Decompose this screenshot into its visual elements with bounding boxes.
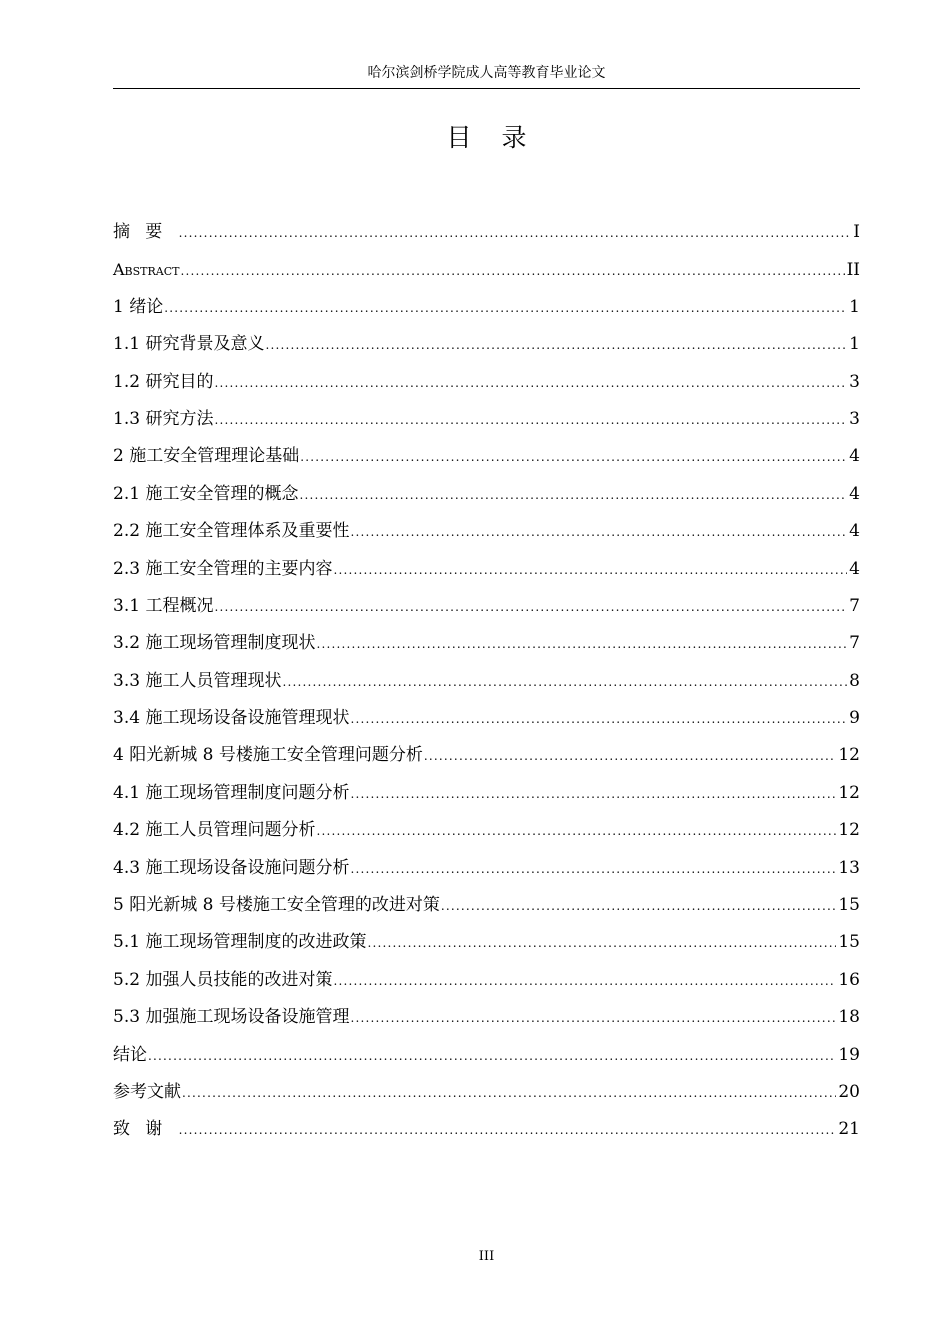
- toc-entry-page: II: [846, 260, 860, 281]
- toc-entry-conclusion[interactable]: [113, 1037, 860, 1074]
- toc-entry-label: 1 绪论: [113, 296, 164, 317]
- toc-entry-page: 1: [849, 296, 860, 317]
- toc-entry[interactable]: [113, 401, 860, 438]
- toc-entry-label: 3.1 工程概况: [113, 595, 214, 616]
- toc-leader-dots: [181, 253, 845, 290]
- toc-leader-dots: [214, 402, 847, 439]
- toc-leader-dots: [333, 552, 847, 589]
- toc-entry-page: 15: [838, 932, 860, 953]
- toc-entry-label: 4 阳光新城 8 号楼施工安全管理问题分析: [113, 745, 423, 766]
- toc-entry-page: 7: [849, 633, 860, 654]
- toc-leader-dots: [148, 1038, 836, 1075]
- toc-entry-abstract-cn[interactable]: [113, 214, 860, 251]
- toc-entry-page: 9: [849, 708, 860, 729]
- toc-entry-page: 18: [838, 1007, 860, 1028]
- toc-entry[interactable]: [113, 588, 860, 625]
- toc-entry-label: 致谢: [113, 1119, 178, 1140]
- toc-entry-page: 12: [838, 745, 860, 766]
- toc-entry-page: 4: [849, 483, 860, 504]
- toc-entry[interactable]: [113, 850, 860, 887]
- toc-title: 目录: [446, 123, 557, 152]
- toc-entry-page: 7: [849, 595, 860, 616]
- toc-entry-label: 摘要: [113, 222, 178, 242]
- toc-entry-page: 16: [838, 969, 860, 990]
- toc-entry[interactable]: [113, 551, 860, 588]
- toc-entry[interactable]: [113, 737, 860, 774]
- toc-entry-label: 5.2 加强人员技能的改进对策: [113, 969, 333, 990]
- toc-leader-dots: [179, 1112, 837, 1149]
- toc-entry[interactable]: [113, 887, 860, 924]
- toc-entry-page: 4: [849, 558, 860, 579]
- toc-entry-page: 12: [838, 782, 860, 803]
- toc-entry-page: 4: [849, 521, 860, 542]
- toc-entry[interactable]: [113, 962, 860, 999]
- toc-entry-page: 13: [838, 857, 860, 878]
- toc-entry-label: 2.2 施工安全管理体系及重要性: [113, 521, 350, 542]
- toc-entry-page: 3: [849, 371, 860, 392]
- toc-entry-page: 8: [849, 670, 860, 691]
- toc-entry-label: 参考文献: [113, 1081, 181, 1102]
- toc-entry-page: 12: [838, 820, 860, 841]
- toc-entry-label: 4.1 施工现场管理制度问题分析: [113, 782, 350, 803]
- toc-entry[interactable]: [113, 625, 860, 662]
- toc-entry-label: 2.3 施工安全管理的主要内容: [113, 558, 333, 579]
- toc-entry-page: 19: [838, 1044, 860, 1065]
- table-of-contents: [113, 214, 860, 1149]
- toc-entry-acknowledgements[interactable]: [113, 1111, 860, 1148]
- toc-leader-dots: [182, 1075, 836, 1112]
- toc-entry[interactable]: [113, 476, 860, 513]
- toc-entry-label: 3.2 施工现场管理制度现状: [113, 633, 316, 654]
- toc-entry[interactable]: [113, 812, 860, 849]
- toc-entry[interactable]: [113, 326, 860, 363]
- toc-entry-label: 2.1 施工安全管理的概念: [113, 483, 299, 504]
- toc-entry[interactable]: [113, 700, 860, 737]
- toc-leader-dots: [164, 290, 847, 327]
- toc-leader-dots: [214, 365, 847, 402]
- toc-entry[interactable]: [113, 438, 860, 475]
- toc-leader-dots: [316, 813, 836, 850]
- toc-leader-dots: [179, 215, 852, 252]
- toc-leader-dots: [350, 776, 836, 813]
- toc-entry-label: 5.1 施工现场管理制度的改进政策: [113, 932, 367, 953]
- toc-entry[interactable]: [113, 775, 860, 812]
- toc-entry-label: 5 阳光新城 8 号楼施工安全管理的改进对策: [113, 895, 440, 916]
- toc-entry-label: 3.3 施工人员管理现状: [113, 670, 282, 691]
- toc-leader-dots: [350, 851, 836, 888]
- toc-entry-label: 1.1 研究背景及意义: [113, 334, 265, 355]
- toc-leader-dots: [350, 514, 847, 551]
- toc-leader-dots: [214, 589, 847, 626]
- toc-leader-dots: [367, 925, 836, 962]
- toc-leader-dots: [265, 327, 847, 364]
- toc-entry-page: 4: [849, 446, 860, 467]
- toc-leader-dots: [333, 963, 836, 1000]
- toc-entry-label: 1.3 研究方法: [113, 408, 214, 429]
- page-number: III: [478, 1249, 495, 1264]
- toc-entry-references[interactable]: [113, 1074, 860, 1111]
- toc-entry-label: Abstract: [113, 260, 180, 280]
- toc-leader-dots: [299, 477, 847, 514]
- toc-entry-page: 21: [838, 1119, 860, 1140]
- toc-entry-page: I: [853, 222, 860, 242]
- toc-leader-dots: [300, 439, 847, 476]
- toc-entry-page: 3: [849, 408, 860, 429]
- toc-entry-label: 4.3 施工现场设备设施问题分析: [113, 857, 350, 878]
- toc-entry-label: 2 施工安全管理理论基础: [113, 446, 300, 467]
- toc-entry[interactable]: [113, 999, 860, 1036]
- toc-entry-label: 4.2 施工人员管理问题分析: [113, 820, 316, 841]
- toc-entry-page: 1: [849, 334, 860, 355]
- toc-entry[interactable]: [113, 924, 860, 961]
- toc-entry-label: 5.3 加强施工现场设备设施管理: [113, 1007, 350, 1028]
- toc-entry-label: 3.4 施工现场设备设施管理现状: [113, 708, 350, 729]
- toc-entry[interactable]: [113, 364, 860, 401]
- toc-leader-dots: [350, 1000, 836, 1037]
- toc-entry-page: 15: [838, 895, 860, 916]
- toc-leader-dots: [316, 626, 847, 663]
- toc-leader-dots: [350, 701, 847, 738]
- toc-entry[interactable]: [113, 513, 860, 550]
- toc-entry[interactable]: [113, 289, 860, 326]
- toc-entry-label: 结论: [113, 1044, 147, 1065]
- toc-entry-abstract-en[interactable]: [113, 251, 860, 288]
- toc-leader-dots: [424, 738, 837, 775]
- header-divider: [113, 88, 860, 89]
- toc-leader-dots: [282, 664, 847, 701]
- toc-entry-label: 1.2 研究目的: [113, 371, 214, 392]
- running-header: 哈尔滨剑桥学院成人高等教育毕业论文: [367, 65, 606, 81]
- toc-entry-page: 20: [838, 1081, 860, 1102]
- toc-leader-dots: [441, 888, 837, 925]
- toc-entry[interactable]: [113, 663, 860, 700]
